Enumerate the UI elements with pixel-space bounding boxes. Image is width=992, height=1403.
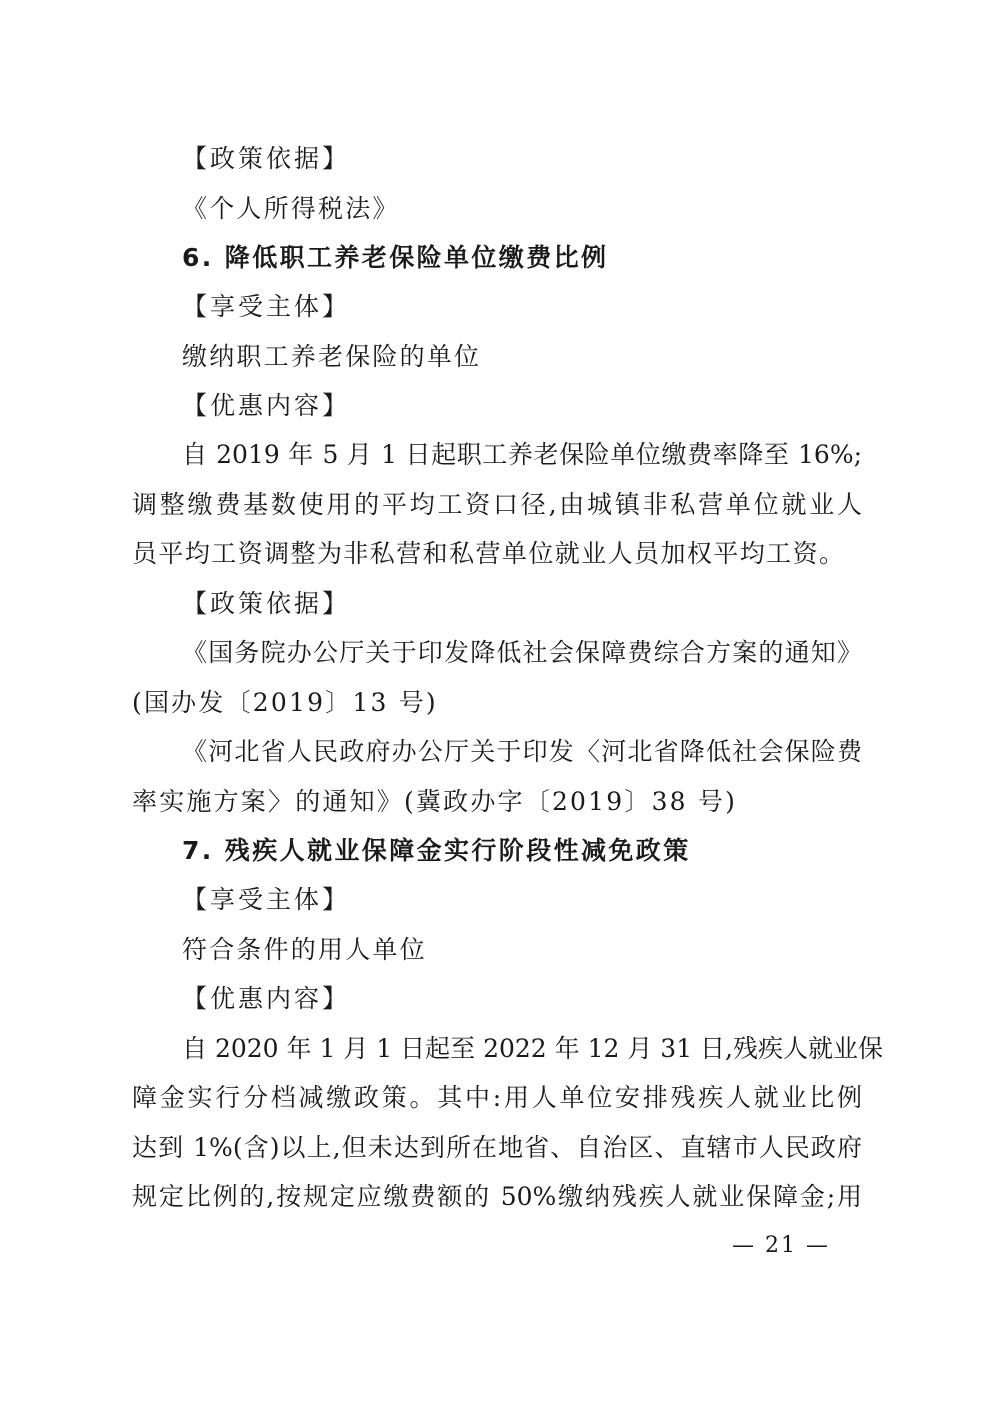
page-number: — 21 — <box>732 1233 830 1258</box>
benefit-paragraph-line: 自 2019 年 5 月 1 日起职工养老保险单位缴费率降至 16%; <box>182 440 862 469</box>
policy-reference: 《个人所得税法》 <box>182 194 400 223</box>
policy-reference: (国办发〔2019〕13 号) <box>132 688 438 717</box>
policy-reference: 《国务院办公厅关于印发降低社会保障费综合方案的通知》 <box>182 638 862 667</box>
section-label-benefit: 【优惠内容】 <box>182 984 351 1013</box>
benefit-paragraph-line: 规定比例的,按规定应缴费额的 50%缴纳残疾人就业保障金;用 <box>132 1182 862 1211</box>
section-label-policy-basis: 【政策依据】 <box>182 589 351 618</box>
section-label-beneficiary: 【享受主体】 <box>182 885 351 914</box>
benefit-paragraph-line: 自 2020 年 1 月 1 日起至 2022 年 12 月 31 日,残疾人就业保 <box>182 1034 883 1063</box>
benefit-paragraph-line: 员平均工资调整为非私营和私营单位就业人员加权平均工资。 <box>132 539 844 568</box>
item-7-heading: 7. 残疾人就业保障金实行阶段性减免政策 <box>182 836 691 865</box>
policy-reference: 率实施方案〉的通知》(冀政办字〔2019〕38 号) <box>132 787 738 816</box>
benefit-paragraph-line: 调整缴费基数使用的平均工资口径,由城镇非私营单位就业人 <box>132 490 862 519</box>
item-6-heading: 6. 降低职工养老保险单位缴费比例 <box>182 243 609 272</box>
section-label-benefit: 【优惠内容】 <box>182 391 351 420</box>
benefit-paragraph-line: 障金实行分档减缴政策。其中:用人单位安排残疾人就业比例 <box>132 1083 862 1112</box>
beneficiary-text: 缴纳职工养老保险的单位 <box>182 342 482 371</box>
section-label-beneficiary: 【享受主体】 <box>182 292 351 321</box>
section-label-policy-basis: 【政策依据】 <box>182 144 351 173</box>
beneficiary-text: 符合条件的用人单位 <box>182 935 427 964</box>
benefit-paragraph-line: 达到 1%(含)以上,但未达到所在地省、自治区、直辖市人民政府 <box>132 1133 862 1162</box>
policy-reference: 《河北省人民政府办公厅关于印发〈河北省降低社会保险费 <box>182 737 862 766</box>
